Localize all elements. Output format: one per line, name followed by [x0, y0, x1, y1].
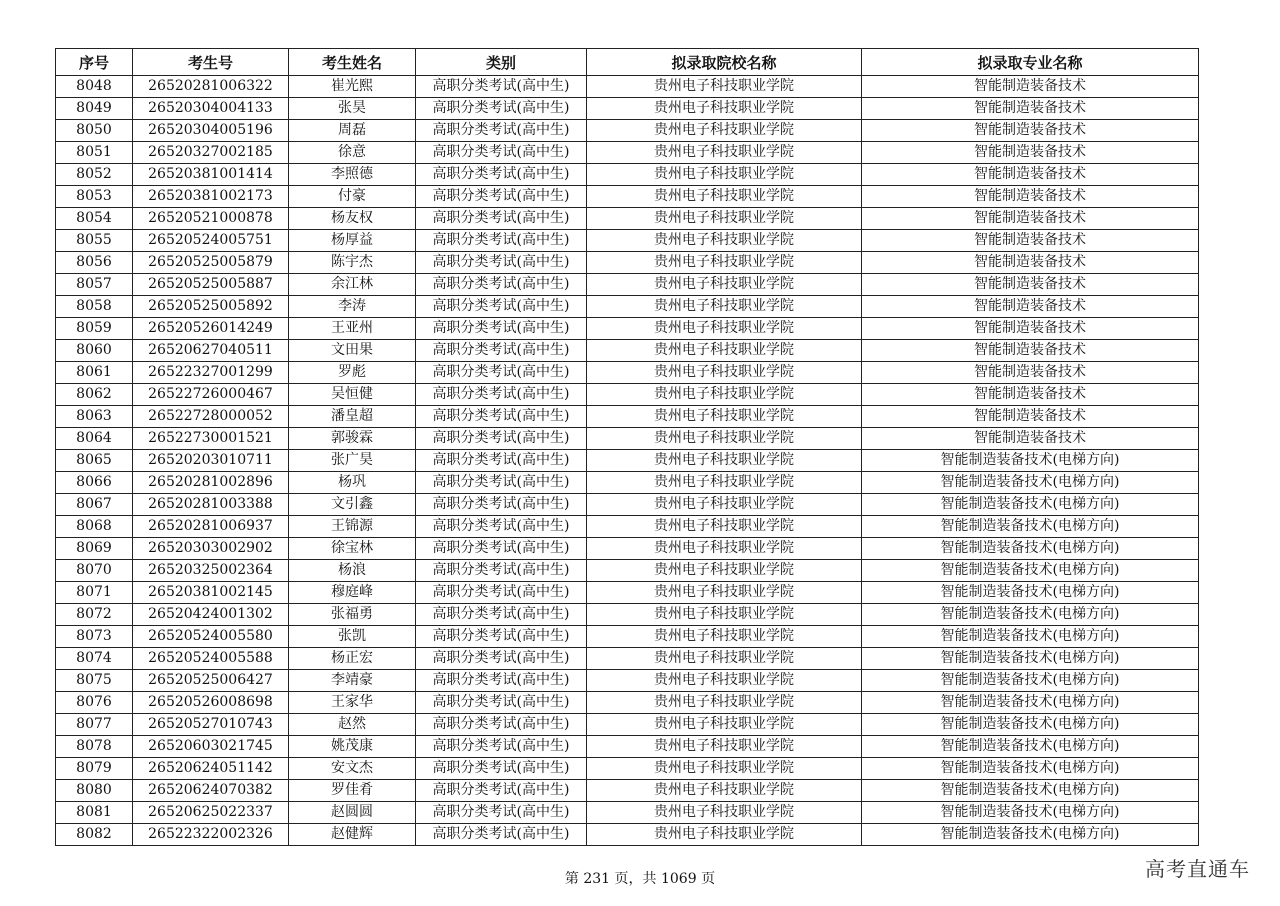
cell-exam-number: 26520521000878	[133, 208, 289, 230]
cell-category: 高职分类考试(高中生)	[416, 164, 587, 186]
cell-category: 高职分类考试(高中生)	[416, 230, 587, 252]
table-row	[56, 758, 1199, 780]
cell-school: 贵州电子科技职业学院	[587, 340, 862, 362]
cell-category: 高职分类考试(高中生)	[416, 824, 587, 846]
cell-exam-number: 26520424001302	[133, 604, 289, 626]
cell-name: 张福勇	[289, 604, 416, 626]
cell-name: 李涛	[289, 296, 416, 318]
cell-exam-number: 26520327002185	[133, 142, 289, 164]
cell-school: 贵州电子科技职业学院	[587, 538, 862, 560]
cell-name: 张昊	[289, 98, 416, 120]
cell-school: 贵州电子科技职业学院	[587, 494, 862, 516]
cell-name: 罗彪	[289, 362, 416, 384]
cell-school: 贵州电子科技职业学院	[587, 274, 862, 296]
table-row	[56, 384, 1199, 406]
cell-major: 智能制造装备技术(电梯方向)	[862, 494, 1199, 516]
cell-category: 高职分类考试(高中生)	[416, 604, 587, 626]
cell-name: 周磊	[289, 120, 416, 142]
cell-school: 贵州电子科技职业学院	[587, 318, 862, 340]
cell-name: 徐宝林	[289, 538, 416, 560]
table-row	[56, 648, 1199, 670]
cell-name: 杨巩	[289, 472, 416, 494]
cell-seq: 8081	[56, 802, 133, 824]
cell-major: 智能制造装备技术	[862, 340, 1199, 362]
cell-category: 高职分类考试(高中生)	[416, 516, 587, 538]
cell-exam-number: 26522728000052	[133, 406, 289, 428]
cell-category: 高职分类考试(高中生)	[416, 296, 587, 318]
cell-category: 高职分类考试(高中生)	[416, 692, 587, 714]
cell-seq: 8067	[56, 494, 133, 516]
cell-seq: 8075	[56, 670, 133, 692]
cell-exam-number: 26522726000467	[133, 384, 289, 406]
cell-exam-number: 26520203010711	[133, 450, 289, 472]
table-row	[56, 692, 1199, 714]
cell-exam-number: 26520624051142	[133, 758, 289, 780]
cell-seq: 8062	[56, 384, 133, 406]
table-row	[56, 736, 1199, 758]
brand-watermark: 高考直通车	[1145, 857, 1250, 881]
table-row	[56, 824, 1199, 846]
cell-school: 贵州电子科技职业学院	[587, 824, 862, 846]
cell-school: 贵州电子科技职业学院	[587, 582, 862, 604]
cell-seq: 8076	[56, 692, 133, 714]
cell-seq: 8073	[56, 626, 133, 648]
header-name: 考生姓名	[289, 49, 416, 76]
table-row	[56, 494, 1199, 516]
cell-seq: 8069	[56, 538, 133, 560]
cell-name: 郭骏霖	[289, 428, 416, 450]
cell-name: 吴恒健	[289, 384, 416, 406]
cell-exam-number: 26520381002145	[133, 582, 289, 604]
header-major: 拟录取专业名称	[862, 49, 1199, 76]
cell-major: 智能制造装备技术	[862, 76, 1199, 98]
cell-exam-number: 26520624070382	[133, 780, 289, 802]
cell-major: 智能制造装备技术(电梯方向)	[862, 450, 1199, 472]
table-row	[56, 670, 1199, 692]
cell-school: 贵州电子科技职业学院	[587, 406, 862, 428]
cell-major: 智能制造装备技术(电梯方向)	[862, 604, 1199, 626]
cell-category: 高职分类考试(高中生)	[416, 450, 587, 472]
cell-exam-number: 26522327001299	[133, 362, 289, 384]
cell-seq: 8065	[56, 450, 133, 472]
table-row	[56, 186, 1199, 208]
table-body	[56, 76, 1199, 846]
cell-seq: 8057	[56, 274, 133, 296]
cell-category: 高职分类考试(高中生)	[416, 98, 587, 120]
table-row	[56, 230, 1199, 252]
cell-category: 高职分类考试(高中生)	[416, 670, 587, 692]
cell-category: 高职分类考试(高中生)	[416, 802, 587, 824]
cell-school: 贵州电子科技职业学院	[587, 186, 862, 208]
cell-name: 余江林	[289, 274, 416, 296]
cell-school: 贵州电子科技职业学院	[587, 384, 862, 406]
cell-exam-number: 26520524005588	[133, 648, 289, 670]
cell-category: 高职分类考试(高中生)	[416, 384, 587, 406]
cell-exam-number: 26520325002364	[133, 560, 289, 582]
cell-name: 张广昊	[289, 450, 416, 472]
cell-school: 贵州电子科技职业学院	[587, 604, 862, 626]
cell-school: 贵州电子科技职业学院	[587, 648, 862, 670]
cell-exam-number: 26522730001521	[133, 428, 289, 450]
cell-exam-number: 26520627040511	[133, 340, 289, 362]
table-row	[56, 252, 1199, 274]
cell-name: 徐意	[289, 142, 416, 164]
cell-major: 智能制造装备技术(电梯方向)	[862, 516, 1199, 538]
table-row	[56, 472, 1199, 494]
cell-category: 高职分类考试(高中生)	[416, 252, 587, 274]
cell-school: 贵州电子科技职业学院	[587, 626, 862, 648]
cell-name: 陈宇杰	[289, 252, 416, 274]
table-row	[56, 538, 1199, 560]
cell-seq: 8078	[56, 736, 133, 758]
cell-name: 文引鑫	[289, 494, 416, 516]
cell-exam-number: 26520304004133	[133, 98, 289, 120]
table-row	[56, 296, 1199, 318]
cell-name: 王锦源	[289, 516, 416, 538]
cell-name: 杨浪	[289, 560, 416, 582]
cell-school: 贵州电子科技职业学院	[587, 802, 862, 824]
cell-major: 智能制造装备技术	[862, 252, 1199, 274]
table-header-row	[56, 49, 1199, 76]
cell-seq: 8082	[56, 824, 133, 846]
cell-major: 智能制造装备技术	[862, 318, 1199, 340]
cell-exam-number: 26520381002173	[133, 186, 289, 208]
cell-category: 高职分类考试(高中生)	[416, 406, 587, 428]
cell-seq: 8071	[56, 582, 133, 604]
cell-major: 智能制造装备技术	[862, 384, 1199, 406]
cell-major: 智能制造装备技术	[862, 406, 1199, 428]
header-category: 类别	[416, 49, 587, 76]
cell-category: 高职分类考试(高中生)	[416, 736, 587, 758]
table-row	[56, 428, 1199, 450]
cell-category: 高职分类考试(高中生)	[416, 76, 587, 98]
cell-name: 赵健辉	[289, 824, 416, 846]
cell-seq: 8058	[56, 296, 133, 318]
cell-school: 贵州电子科技职业学院	[587, 714, 862, 736]
cell-major: 智能制造装备技术	[862, 186, 1199, 208]
cell-name: 李照德	[289, 164, 416, 186]
cell-major: 智能制造装备技术(电梯方向)	[862, 626, 1199, 648]
cell-category: 高职分类考试(高中生)	[416, 560, 587, 582]
cell-seq: 8050	[56, 120, 133, 142]
cell-seq: 8056	[56, 252, 133, 274]
cell-seq: 8055	[56, 230, 133, 252]
cell-name: 张凯	[289, 626, 416, 648]
cell-exam-number: 26520281003388	[133, 494, 289, 516]
cell-school: 贵州电子科技职业学院	[587, 692, 862, 714]
cell-seq: 8052	[56, 164, 133, 186]
table-row	[56, 780, 1199, 802]
cell-school: 贵州电子科技职业学院	[587, 362, 862, 384]
cell-school: 贵州电子科技职业学院	[587, 472, 862, 494]
cell-name: 罗佳肴	[289, 780, 416, 802]
cell-major: 智能制造装备技术(电梯方向)	[862, 472, 1199, 494]
cell-exam-number: 26520603021745	[133, 736, 289, 758]
cell-name: 姚茂康	[289, 736, 416, 758]
cell-category: 高职分类考试(高中生)	[416, 494, 587, 516]
cell-category: 高职分类考试(高中生)	[416, 582, 587, 604]
cell-school: 贵州电子科技职业学院	[587, 164, 862, 186]
cell-category: 高职分类考试(高中生)	[416, 626, 587, 648]
cell-major: 智能制造装备技术(电梯方向)	[862, 692, 1199, 714]
cell-category: 高职分类考试(高中生)	[416, 120, 587, 142]
cell-category: 高职分类考试(高中生)	[416, 186, 587, 208]
cell-exam-number: 26520281006322	[133, 76, 289, 98]
cell-school: 贵州电子科技职业学院	[587, 780, 862, 802]
table-row	[56, 560, 1199, 582]
table-row	[56, 406, 1199, 428]
cell-school: 贵州电子科技职业学院	[587, 208, 862, 230]
cell-name: 赵圆圆	[289, 802, 416, 824]
cell-category: 高职分类考试(高中生)	[416, 780, 587, 802]
cell-seq: 8059	[56, 318, 133, 340]
cell-category: 高职分类考试(高中生)	[416, 208, 587, 230]
cell-name: 李靖豪	[289, 670, 416, 692]
cell-major: 智能制造装备技术	[862, 274, 1199, 296]
header-exam-number: 考生号	[133, 49, 289, 76]
cell-category: 高职分类考试(高中生)	[416, 538, 587, 560]
cell-school: 贵州电子科技职业学院	[587, 98, 862, 120]
cell-seq: 8079	[56, 758, 133, 780]
cell-school: 贵州电子科技职业学院	[587, 76, 862, 98]
cell-category: 高职分类考试(高中生)	[416, 318, 587, 340]
table-row	[56, 604, 1199, 626]
cell-seq: 8051	[56, 142, 133, 164]
cell-school: 贵州电子科技职业学院	[587, 142, 862, 164]
cell-name: 崔光熙	[289, 76, 416, 98]
cell-seq: 8080	[56, 780, 133, 802]
cell-exam-number: 26520526008698	[133, 692, 289, 714]
cell-exam-number: 26520281006937	[133, 516, 289, 538]
cell-seq: 8060	[56, 340, 133, 362]
cell-major: 智能制造装备技术(电梯方向)	[862, 560, 1199, 582]
cell-name: 穆庭峰	[289, 582, 416, 604]
cell-name: 王家华	[289, 692, 416, 714]
cell-category: 高职分类考试(高中生)	[416, 142, 587, 164]
cell-exam-number: 26520304005196	[133, 120, 289, 142]
table-row	[56, 208, 1199, 230]
cell-category: 高职分类考试(高中生)	[416, 714, 587, 736]
cell-category: 高职分类考试(高中生)	[416, 472, 587, 494]
cell-major: 智能制造装备技术(电梯方向)	[862, 736, 1199, 758]
cell-category: 高职分类考试(高中生)	[416, 274, 587, 296]
cell-exam-number: 26520527010743	[133, 714, 289, 736]
cell-major: 智能制造装备技术(电梯方向)	[862, 824, 1199, 846]
cell-category: 高职分类考试(高中生)	[416, 362, 587, 384]
cell-name: 杨正宏	[289, 648, 416, 670]
table-row	[56, 164, 1199, 186]
cell-major: 智能制造装备技术	[862, 362, 1199, 384]
cell-category: 高职分类考试(高中生)	[416, 428, 587, 450]
table-row	[56, 626, 1199, 648]
cell-major: 智能制造装备技术(电梯方向)	[862, 714, 1199, 736]
cell-seq: 8077	[56, 714, 133, 736]
cell-school: 贵州电子科技职业学院	[587, 428, 862, 450]
cell-exam-number: 26522322002326	[133, 824, 289, 846]
cell-exam-number: 26520526014249	[133, 318, 289, 340]
table-row	[56, 274, 1199, 296]
page-number: 第 231 页，共 1069 页	[564, 871, 716, 887]
cell-major: 智能制造装备技术	[862, 142, 1199, 164]
cell-major: 智能制造装备技术	[862, 164, 1199, 186]
cell-major: 智能制造装备技术(电梯方向)	[862, 802, 1199, 824]
cell-name: 杨友权	[289, 208, 416, 230]
cell-exam-number: 26520525006427	[133, 670, 289, 692]
cell-exam-number: 26520281002896	[133, 472, 289, 494]
cell-exam-number: 26520381001414	[133, 164, 289, 186]
table-row	[56, 142, 1199, 164]
cell-major: 智能制造装备技术	[862, 230, 1199, 252]
header-seq: 序号	[56, 49, 133, 76]
cell-seq: 8061	[56, 362, 133, 384]
cell-major: 智能制造装备技术(电梯方向)	[862, 648, 1199, 670]
cell-name: 王亚州	[289, 318, 416, 340]
header-school: 拟录取院校名称	[587, 49, 862, 76]
cell-exam-number: 26520525005879	[133, 252, 289, 274]
table-row	[56, 714, 1199, 736]
cell-seq: 8054	[56, 208, 133, 230]
cell-seq: 8070	[56, 560, 133, 582]
cell-exam-number: 26520524005580	[133, 626, 289, 648]
cell-major: 智能制造装备技术	[862, 296, 1199, 318]
cell-exam-number: 26520303002902	[133, 538, 289, 560]
cell-major: 智能制造装备技术	[862, 208, 1199, 230]
cell-seq: 8074	[56, 648, 133, 670]
cell-exam-number: 26520525005892	[133, 296, 289, 318]
cell-school: 贵州电子科技职业学院	[587, 516, 862, 538]
table-row	[56, 516, 1199, 538]
table-row	[56, 582, 1199, 604]
cell-school: 贵州电子科技职业学院	[587, 252, 862, 274]
cell-seq: 8048	[56, 76, 133, 98]
cell-exam-number: 26520525005887	[133, 274, 289, 296]
cell-name: 赵然	[289, 714, 416, 736]
cell-exam-number: 26520625022337	[133, 802, 289, 824]
cell-seq: 8064	[56, 428, 133, 450]
table-row	[56, 450, 1199, 472]
cell-school: 贵州电子科技职业学院	[587, 230, 862, 252]
cell-major: 智能制造装备技术	[862, 98, 1199, 120]
cell-school: 贵州电子科技职业学院	[587, 120, 862, 142]
cell-school: 贵州电子科技职业学院	[587, 736, 862, 758]
cell-seq: 8049	[56, 98, 133, 120]
table-row	[56, 98, 1199, 120]
cell-category: 高职分类考试(高中生)	[416, 758, 587, 780]
cell-seq: 8068	[56, 516, 133, 538]
table-row	[56, 362, 1199, 384]
cell-major: 智能制造装备技术(电梯方向)	[862, 670, 1199, 692]
cell-major: 智能制造装备技术	[862, 428, 1199, 450]
table-row	[56, 120, 1199, 142]
cell-major: 智能制造装备技术(电梯方向)	[862, 538, 1199, 560]
table-row	[56, 802, 1199, 824]
admission-table	[55, 48, 1199, 846]
cell-category: 高职分类考试(高中生)	[416, 340, 587, 362]
cell-seq: 8072	[56, 604, 133, 626]
table-row	[56, 340, 1199, 362]
cell-major: 智能制造装备技术(电梯方向)	[862, 780, 1199, 802]
table-row	[56, 318, 1199, 340]
cell-name: 杨厚益	[289, 230, 416, 252]
cell-school: 贵州电子科技职业学院	[587, 296, 862, 318]
cell-category: 高职分类考试(高中生)	[416, 648, 587, 670]
cell-name: 付豪	[289, 186, 416, 208]
table-row	[56, 76, 1199, 98]
cell-school: 贵州电子科技职业学院	[587, 450, 862, 472]
cell-major: 智能制造装备技术(电梯方向)	[862, 758, 1199, 780]
cell-seq: 8053	[56, 186, 133, 208]
cell-school: 贵州电子科技职业学院	[587, 670, 862, 692]
cell-name: 潘皇超	[289, 406, 416, 428]
cell-seq: 8066	[56, 472, 133, 494]
cell-school: 贵州电子科技职业学院	[587, 758, 862, 780]
cell-name: 安文杰	[289, 758, 416, 780]
cell-seq: 8063	[56, 406, 133, 428]
cell-name: 文田果	[289, 340, 416, 362]
cell-school: 贵州电子科技职业学院	[587, 560, 862, 582]
cell-major: 智能制造装备技术	[862, 120, 1199, 142]
cell-exam-number: 26520524005751	[133, 230, 289, 252]
cell-major: 智能制造装备技术(电梯方向)	[862, 582, 1199, 604]
